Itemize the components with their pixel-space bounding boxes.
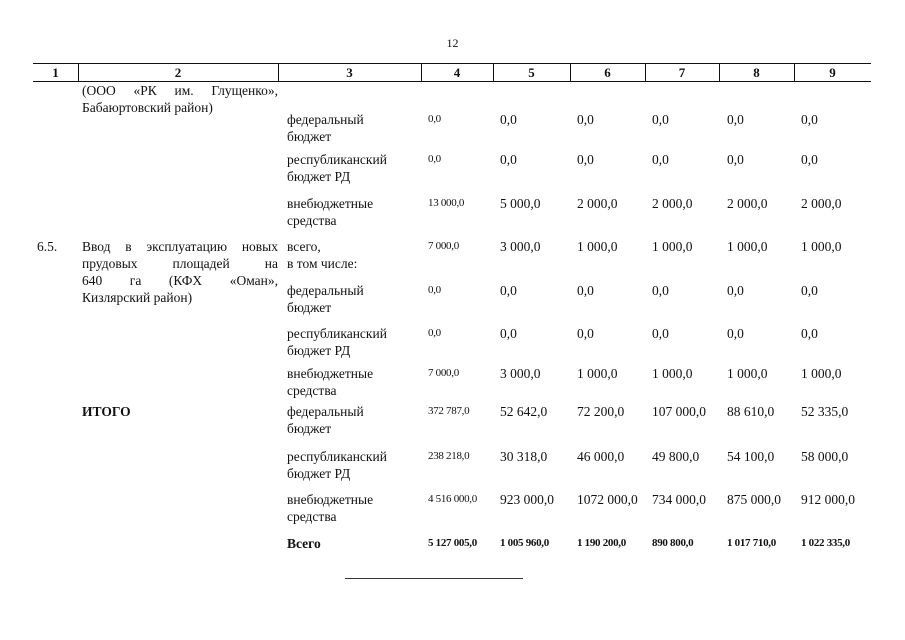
item-name-line: Кизлярский район) (82, 290, 193, 305)
value-cell: 54 100,0 (727, 449, 775, 464)
row-label-line: республиканский (287, 326, 387, 341)
value-cell: 0,0 (500, 326, 517, 341)
value-cell: 0,0 (577, 152, 594, 167)
row-label-line: внебюджетные (287, 492, 374, 507)
value-cell: 3 000,0 (500, 366, 541, 381)
row-label-line: республиканский (287, 152, 387, 167)
value-cell: 107 000,0 (652, 404, 706, 419)
value-cell: 52 335,0 (801, 404, 849, 419)
value-cell: 1 000,0 (577, 239, 618, 254)
row-label (287, 111, 364, 145)
value-cell: 372 787,0 (428, 405, 470, 417)
item-name (82, 238, 278, 306)
item-name-line: Ввод в эксплуатацию новых (82, 239, 278, 254)
row-label (287, 282, 364, 316)
value-cell: 0,0 (801, 152, 818, 167)
value-cell: 912 000,0 (801, 492, 855, 507)
value-cell: 5 000,0 (500, 196, 541, 211)
row-label-line: республиканский (287, 449, 387, 464)
continued-item-name (82, 82, 278, 116)
page-number: 12 (446, 36, 459, 50)
value-cell: 2 000,0 (801, 196, 842, 211)
column-header: 7 (678, 65, 686, 80)
row-label (287, 195, 373, 229)
column-header: 8 (753, 65, 760, 80)
value-cell: 0,0 (727, 326, 744, 341)
value-cell: 0,0 (727, 283, 744, 298)
value-cell: 1 005 960,0 (500, 537, 549, 549)
row-label-line: бюджет РД (287, 343, 351, 358)
value-cell: 0,0 (428, 113, 441, 125)
row-label-line: Всего (287, 536, 321, 551)
value-cell: 1 017 710,0 (727, 537, 776, 549)
column-header: 2 (174, 65, 182, 80)
row-label (287, 325, 387, 359)
value-cell: 0,0 (652, 326, 669, 341)
row-label-line: средства (287, 509, 337, 524)
value-cell: 58 000,0 (801, 449, 849, 464)
value-cell: 875 000,0 (727, 492, 781, 507)
column-header: 3 (346, 65, 353, 80)
value-cell: 734 000,0 (652, 492, 706, 507)
value-cell: 3 000,0 (500, 239, 541, 254)
value-cell: 88 610,0 (727, 404, 775, 419)
value-cell: 890 800,0 (652, 537, 694, 549)
column-header: 6 (604, 65, 611, 80)
value-cell: 0,0 (652, 152, 669, 167)
value-cell: 49 800,0 (652, 449, 700, 464)
value-cell: 923 000,0 (500, 492, 554, 507)
row-label-line: внебюджетные (287, 196, 374, 211)
row-label-line: бюджет (287, 129, 332, 144)
row-label-line: федеральный (287, 283, 364, 298)
row-label-line: всего, (287, 239, 321, 254)
row-label-line: федеральный (287, 404, 364, 419)
value-cell: 5 127 005,0 (428, 537, 477, 549)
column-header: 9 (829, 65, 836, 80)
value-cell: 0,0 (652, 112, 669, 127)
value-cell: 1 000,0 (727, 366, 768, 381)
item-name-line: прудовых площадей на (82, 256, 278, 271)
continued-item-name-line: (ООО «РК им. Глущенко», (82, 83, 278, 98)
value-cell: 1 000,0 (652, 239, 693, 254)
value-cell: 0,0 (577, 326, 594, 341)
value-cell: 0,0 (577, 283, 594, 298)
row-label-line: федеральный (287, 112, 364, 127)
row-label (287, 365, 373, 399)
value-cell: 0,0 (500, 283, 517, 298)
value-cell: 7 000,0 (428, 367, 459, 379)
value-cell: 1 000,0 (801, 366, 842, 381)
value-cell: 30 318,0 (500, 449, 548, 464)
continued-item-name-line: Бабаюртовский район) (82, 100, 213, 115)
row-label (287, 403, 364, 437)
row-label-line: бюджет (287, 421, 332, 436)
value-cell: 0,0 (500, 152, 517, 167)
total-heading: ИТОГО (82, 404, 131, 419)
value-cell: 1 000,0 (727, 239, 768, 254)
value-cell: 0,0 (727, 152, 744, 167)
table-header-row (33, 63, 871, 82)
row-label-line: бюджет (287, 300, 332, 315)
row-label-line: средства (287, 383, 337, 398)
row-label (287, 448, 387, 482)
value-cell: 2 000,0 (727, 196, 768, 211)
value-cell: 0,0 (500, 112, 517, 127)
value-cell: 0,0 (577, 112, 594, 127)
value-cell: 7 000,0 (428, 240, 459, 252)
value-cell: 1 190 200,0 (577, 537, 626, 549)
row-label (287, 238, 357, 272)
row-label-line: внебюджетные (287, 366, 374, 381)
value-cell: 1 000,0 (577, 366, 618, 381)
item-number: 6.5. (37, 239, 58, 254)
bottom-rule (345, 578, 523, 579)
row-label (287, 151, 387, 185)
row-label-line: средства (287, 213, 337, 228)
value-cell: 2 000,0 (577, 196, 618, 211)
value-cell: 0,0 (428, 327, 441, 339)
item-name-line: 640 га (КФХ «Оман», (82, 273, 278, 288)
value-cell: 0,0 (801, 326, 818, 341)
value-cell: 1072 000,0 (577, 492, 638, 507)
value-cell: 46 000,0 (577, 449, 625, 464)
row-label-line: бюджет РД (287, 466, 351, 481)
row-label (287, 535, 321, 552)
value-cell: 0,0 (428, 153, 441, 165)
value-cell: 2 000,0 (652, 196, 693, 211)
value-cell: 0,0 (652, 283, 669, 298)
row-label-line: в том числе: (287, 256, 358, 271)
value-cell: 238 218,0 (428, 450, 470, 462)
row-label-line: бюджет РД (287, 169, 351, 184)
value-cell: 1 000,0 (801, 239, 842, 254)
value-cell: 52 642,0 (500, 404, 548, 419)
value-cell: 1 022 335,0 (801, 537, 850, 549)
value-cell: 0,0 (428, 284, 441, 296)
column-header: 4 (453, 65, 461, 80)
value-cell: 1 000,0 (652, 366, 693, 381)
value-cell: 13 000,0 (428, 197, 465, 209)
value-cell: 0,0 (801, 283, 818, 298)
column-header: 5 (528, 65, 535, 80)
value-cell: 0,0 (801, 112, 818, 127)
column-header: 1 (52, 65, 59, 80)
value-cell: 72 200,0 (577, 404, 625, 419)
row-label (287, 491, 373, 525)
value-cell: 0,0 (727, 112, 744, 127)
value-cell: 4 516 000,0 (428, 493, 477, 505)
